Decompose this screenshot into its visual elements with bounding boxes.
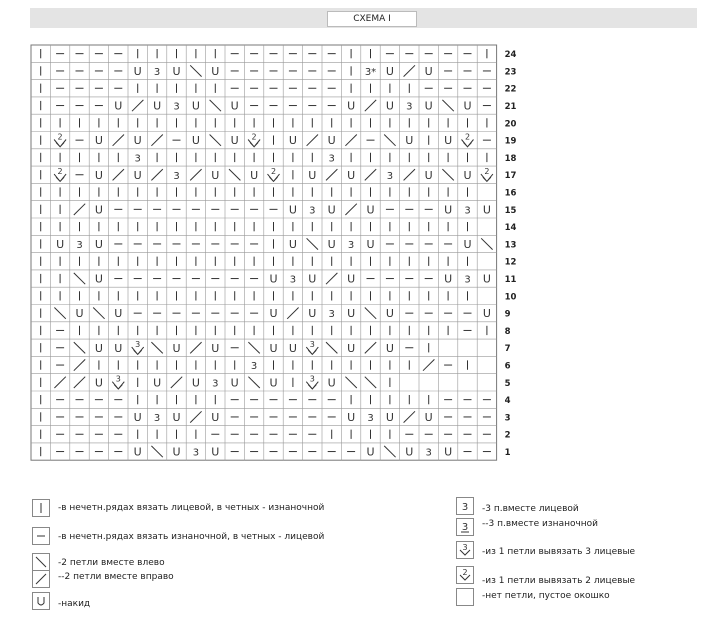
- svg-text:3: 3: [309, 340, 315, 350]
- row-label: 1: [504, 448, 511, 459]
- chart-cell: [444, 446, 452, 459]
- svg-text:3: 3: [153, 66, 161, 78]
- svg-text:U: U: [288, 203, 297, 217]
- svg-text:U: U: [172, 445, 181, 459]
- chart-cell: [95, 203, 103, 216]
- row-label: 10: [504, 292, 517, 303]
- row-label: 22: [504, 84, 517, 95]
- chart-cell: [308, 273, 316, 286]
- row-label: 2: [504, 430, 511, 441]
- svg-text:U: U: [444, 203, 453, 217]
- svg-text:2: 2: [270, 167, 277, 177]
- svg-text:3: 3: [173, 101, 180, 113]
- svg-text:U: U: [463, 237, 472, 251]
- legend-k2tog-left-text: -2 петли вместе влево: [58, 558, 165, 568]
- svg-text:U: U: [482, 272, 491, 286]
- chart-cell: [289, 238, 297, 251]
- svg-text:3: 3: [406, 101, 413, 113]
- row-label: 14: [504, 223, 517, 234]
- legend-knit-text: -в нечетн.рядах вязать лицевой, в четных - изнаночной: [58, 503, 325, 513]
- svg-text:U: U: [133, 445, 142, 459]
- svg-text:U: U: [327, 203, 336, 217]
- chart-cell: [114, 307, 122, 320]
- svg-text:U: U: [482, 203, 491, 217]
- chart-cell: [95, 273, 103, 286]
- svg-text:U: U: [94, 341, 103, 355]
- chart-cell: [269, 307, 277, 320]
- chart-cell: [328, 238, 336, 251]
- chart-cell: [386, 65, 394, 78]
- chart-cell: [134, 411, 142, 424]
- svg-text:U: U: [347, 307, 356, 321]
- svg-text:U: U: [153, 99, 162, 113]
- no-stitch-icon: [456, 588, 474, 606]
- svg-text:3: 3: [212, 378, 219, 390]
- svg-text:U: U: [327, 134, 336, 148]
- svg-text:U: U: [327, 237, 336, 251]
- svg-text:U: U: [308, 307, 317, 321]
- row-label: 6: [504, 361, 511, 372]
- svg-text:3: 3: [464, 274, 471, 286]
- svg-text:3: 3: [347, 239, 355, 251]
- svg-text:3: 3: [289, 274, 297, 286]
- chart-cell: [95, 238, 103, 251]
- chart-cell: [154, 413, 160, 424]
- svg-text:U: U: [250, 168, 259, 182]
- chart-cell: [172, 65, 180, 78]
- svg-text:3: 3: [328, 153, 335, 165]
- svg-text:U: U: [424, 168, 433, 182]
- svg-text:U: U: [94, 134, 103, 148]
- svg-text:U: U: [308, 168, 317, 182]
- svg-text:2: 2: [462, 568, 468, 577]
- svg-text:U: U: [94, 203, 103, 217]
- svg-text:3: 3: [328, 309, 335, 321]
- chart-cell: [483, 307, 491, 320]
- chart-cell: [231, 100, 239, 113]
- svg-text:U: U: [94, 237, 103, 251]
- svg-text:3: 3: [192, 447, 200, 459]
- chart-cell: [308, 169, 316, 182]
- chart-cell: [464, 275, 470, 286]
- chart-cell: [387, 171, 393, 182]
- svg-text:U: U: [269, 376, 278, 390]
- chart-cell: [405, 134, 413, 147]
- row-label: 16: [504, 188, 517, 199]
- svg-text:U: U: [444, 272, 453, 286]
- k2tog-left-icon: [32, 553, 50, 571]
- chart-cell: [425, 65, 433, 78]
- chart-cell: [211, 411, 219, 424]
- svg-text:3: 3: [461, 502, 469, 513]
- purl-symbol-icon: [32, 527, 50, 545]
- svg-text:U: U: [288, 341, 297, 355]
- chart-cell: [251, 361, 257, 372]
- legend-purl-text: -в нечетн.рядах вязать изнаночной, в четных - лицевой: [58, 532, 325, 542]
- knit-symbol-icon: [32, 499, 50, 517]
- yarn-over-icon: [32, 592, 50, 610]
- chart-cell: [463, 238, 471, 251]
- chart-cell: [328, 134, 336, 147]
- chart-cell: [366, 203, 374, 216]
- svg-text:U: U: [211, 64, 220, 78]
- svg-text:3: 3: [461, 522, 469, 533]
- svg-text:3: 3: [115, 374, 121, 384]
- chart-cell: [367, 413, 373, 424]
- chart-cell: [134, 169, 142, 182]
- legend-inc3-text: -из 1 петли вывязать 3 лицевые: [482, 547, 636, 557]
- svg-text:U: U: [230, 99, 239, 113]
- svg-text:3: 3: [173, 170, 180, 182]
- chart-cell: [348, 240, 354, 251]
- chart-cell: [153, 100, 161, 113]
- row-label: 13: [504, 240, 517, 251]
- chart-cell: [406, 102, 412, 113]
- chart-cell: [95, 342, 103, 355]
- svg-text:U: U: [114, 307, 123, 321]
- chart-cell: [347, 273, 355, 286]
- svg-text:U: U: [385, 341, 394, 355]
- svg-text:U: U: [191, 376, 200, 390]
- row-label: 12: [504, 257, 517, 268]
- svg-text:U: U: [347, 168, 356, 182]
- svg-text:U: U: [366, 203, 375, 217]
- chart-cell: [309, 205, 315, 216]
- svg-text:2: 2: [464, 132, 471, 142]
- chart-cell: [347, 100, 355, 113]
- svg-text:U: U: [172, 341, 181, 355]
- svg-text:U: U: [133, 410, 142, 424]
- svg-text:2: 2: [57, 132, 63, 142]
- chart-cell: [444, 203, 452, 216]
- svg-text:U: U: [288, 134, 297, 148]
- row-label: 21: [504, 102, 517, 113]
- svg-text:U: U: [482, 307, 491, 321]
- chart-cell: [114, 100, 122, 113]
- svg-text:2: 2: [484, 167, 490, 177]
- chart-cell: [425, 411, 433, 424]
- legend-k3tog-text: -3 п.вместе лицевой: [482, 504, 579, 514]
- chart-cell: [386, 411, 394, 424]
- svg-text:U: U: [347, 272, 356, 286]
- legend-k2tog-right-text: --2 петли вместе вправо: [58, 572, 174, 582]
- svg-text:U: U: [366, 237, 375, 251]
- chart-cell: [173, 102, 179, 113]
- svg-text:3: 3: [153, 412, 161, 424]
- chart-cell: [290, 275, 296, 286]
- svg-text:U: U: [347, 341, 356, 355]
- svg-text:U: U: [172, 410, 181, 424]
- svg-text:U: U: [385, 410, 394, 424]
- svg-text:U: U: [463, 168, 472, 182]
- chart-cell: [75, 307, 83, 320]
- chart-cell: [114, 342, 122, 355]
- chart-cell: [405, 446, 413, 459]
- chart-cell: [444, 134, 452, 147]
- legend-yarn-over-text: -накид: [58, 599, 91, 609]
- chart-cell: [231, 376, 239, 389]
- svg-text:3: 3: [462, 543, 468, 552]
- inc3-icon: [456, 541, 474, 559]
- legend-no-stitch-text: -нет петли, пустое окошко: [482, 591, 610, 601]
- chart-cell: [172, 446, 180, 459]
- chart-cell: [269, 273, 277, 286]
- svg-text:3*: 3*: [364, 66, 377, 78]
- svg-text:U: U: [347, 99, 356, 113]
- svg-text:U: U: [172, 64, 181, 78]
- chart-cell: [483, 203, 491, 216]
- chart-cell: [153, 376, 161, 389]
- row-label: 7: [504, 344, 511, 355]
- svg-text:U: U: [288, 237, 297, 251]
- chart-cell: [425, 100, 433, 113]
- chart-title: СХЕМА I: [327, 11, 417, 27]
- chart-cell: [289, 134, 297, 147]
- svg-text:U: U: [269, 272, 278, 286]
- chart-cell: [347, 411, 355, 424]
- legend-inc2-text: -из 1 петли вывязать 2 лицевые: [482, 576, 636, 586]
- svg-text:3: 3: [464, 205, 471, 217]
- chart-cell: [347, 169, 355, 182]
- row-label: 19: [504, 136, 517, 147]
- svg-text:U: U: [424, 64, 433, 78]
- k3tog-icon: [456, 497, 474, 515]
- chart-cell: [386, 307, 394, 320]
- svg-text:U: U: [366, 445, 375, 459]
- row-label: 9: [504, 309, 511, 320]
- chart-cell: [464, 205, 470, 216]
- svg-text:U: U: [327, 376, 336, 390]
- svg-text:U: U: [424, 99, 433, 113]
- chart-cell: [134, 446, 142, 459]
- chart-cell: [211, 169, 219, 182]
- chart-cell: [289, 342, 297, 355]
- chart-cell: [76, 240, 82, 251]
- svg-text:3: 3: [309, 374, 315, 384]
- chart-cell: [386, 100, 394, 113]
- chart-cell: [211, 446, 219, 459]
- row-label: 8: [504, 326, 511, 337]
- chart-cell: [193, 448, 199, 459]
- chart-cell: [463, 100, 471, 113]
- svg-text:3: 3: [135, 340, 141, 350]
- svg-text:U: U: [133, 64, 142, 78]
- row-label: 5: [504, 378, 511, 389]
- svg-text:U: U: [94, 272, 103, 286]
- p3tog-icon: [456, 518, 474, 536]
- svg-text:U: U: [405, 134, 414, 148]
- chart-cell: [289, 203, 297, 216]
- svg-text:U: U: [191, 134, 200, 148]
- svg-text:U: U: [347, 410, 356, 424]
- svg-text:U: U: [385, 307, 394, 321]
- svg-text:3: 3: [250, 361, 258, 373]
- chart-cell: [308, 307, 316, 320]
- svg-text:3: 3: [367, 412, 374, 424]
- svg-text:3: 3: [425, 447, 432, 459]
- svg-text:U: U: [75, 307, 84, 321]
- svg-text:U: U: [133, 168, 142, 182]
- svg-text:U: U: [385, 99, 394, 113]
- chart-cell: [329, 153, 335, 164]
- chart-cell: [192, 134, 200, 147]
- row-label: 23: [504, 67, 517, 78]
- chart-cell: [328, 376, 336, 389]
- row-label: 15: [504, 205, 517, 216]
- row-label: 4: [504, 396, 511, 407]
- row-label: 20: [504, 119, 517, 130]
- chart-cell: [56, 238, 64, 251]
- chart-cell: [95, 376, 103, 389]
- chart-cell: [463, 169, 471, 182]
- chart-cell: [366, 238, 374, 251]
- chart-cell: [250, 169, 258, 182]
- svg-text:3: 3: [386, 170, 394, 182]
- chart-cell: [426, 448, 432, 459]
- chart-cell: [365, 67, 376, 78]
- chart-cell: [95, 134, 103, 147]
- svg-text:U: U: [308, 272, 317, 286]
- svg-text:U: U: [114, 99, 123, 113]
- chart-cell: [154, 67, 160, 78]
- chart-cell: [135, 153, 141, 164]
- chart-cell: [212, 378, 218, 389]
- chart-cell: [211, 342, 219, 355]
- svg-text:U: U: [211, 445, 220, 459]
- svg-text:U: U: [385, 64, 394, 78]
- svg-text:U: U: [191, 99, 200, 113]
- svg-text:3: 3: [309, 205, 316, 217]
- chart-cell: [386, 342, 394, 355]
- chart-cell: [425, 169, 433, 182]
- svg-text:U: U: [405, 445, 414, 459]
- svg-text:U: U: [211, 341, 220, 355]
- svg-text:U: U: [94, 376, 103, 390]
- chart-cell: [172, 411, 180, 424]
- chart-cell: [134, 134, 142, 147]
- inc2-icon: [456, 566, 474, 584]
- chart-cell: [192, 100, 200, 113]
- svg-text:U: U: [114, 341, 123, 355]
- svg-text:U: U: [269, 307, 278, 321]
- chart-cell: [347, 342, 355, 355]
- svg-text:U: U: [269, 341, 278, 355]
- chart-cell: [444, 273, 452, 286]
- svg-text:3: 3: [76, 239, 83, 251]
- svg-text:U: U: [211, 410, 220, 424]
- chart-cell: [211, 65, 219, 78]
- svg-text:U: U: [230, 376, 239, 390]
- svg-text:U: U: [94, 168, 103, 182]
- svg-text:3: 3: [134, 153, 141, 165]
- legend-p3tog-text: --3 п.вместе изнаночной: [482, 519, 599, 529]
- svg-text:2: 2: [57, 167, 63, 177]
- svg-text:U: U: [211, 168, 220, 182]
- svg-text:U: U: [463, 99, 472, 113]
- row-label: 24: [504, 50, 517, 61]
- chart-cell: [172, 342, 180, 355]
- svg-text:U: U: [133, 134, 142, 148]
- chart-cell: [329, 309, 335, 320]
- svg-text:U: U: [153, 376, 162, 390]
- row-label: 17: [504, 171, 517, 182]
- chart-cell: [366, 446, 374, 459]
- chart-cell: [347, 307, 355, 320]
- svg-text:U: U: [230, 134, 239, 148]
- chart-cell: [269, 376, 277, 389]
- row-label: 11: [504, 275, 517, 286]
- chart-cell: [231, 134, 239, 147]
- chart-cell: [483, 273, 491, 286]
- chart-cell: [328, 203, 336, 216]
- svg-text:U: U: [444, 134, 453, 148]
- chart-cell: [95, 169, 103, 182]
- chart-cell: [173, 171, 179, 182]
- k2tog-right-icon: [32, 570, 50, 588]
- chart-cell: [269, 342, 277, 355]
- svg-text:U: U: [56, 237, 65, 251]
- svg-text:2: 2: [251, 132, 257, 142]
- chart-cell: [134, 65, 142, 78]
- svg-text:U: U: [424, 410, 433, 424]
- row-label: 18: [504, 153, 517, 164]
- chart-cell: [192, 376, 200, 389]
- svg-text:U: U: [444, 445, 453, 459]
- row-label: 3: [504, 413, 511, 424]
